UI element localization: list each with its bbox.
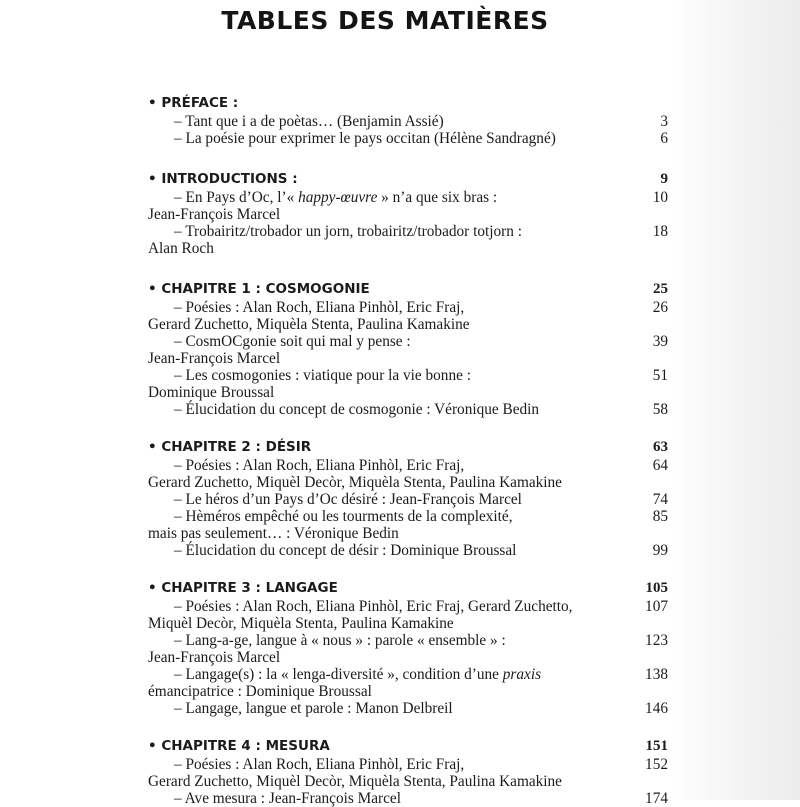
entry-page: 3 (660, 113, 668, 130)
toc-entry (148, 189, 668, 223)
toc-entry (148, 491, 668, 508)
section-heading (148, 580, 668, 598)
entry-author: Gerard Zuchetto, Miquèl Decòr, Miquèla Stenta, Paulina Kamakine (148, 773, 562, 790)
entry-text: – Élucidation du concept de cosmogonie : Véronique Bedin (174, 401, 540, 418)
section-preface (148, 95, 668, 147)
table-of-contents (148, 95, 668, 807)
toc-entry (148, 367, 668, 401)
section-page: 151 (645, 738, 668, 754)
section-page: 105 (645, 580, 668, 596)
toc-entry (148, 508, 668, 542)
entry-author: émancipatrice : Dominique Broussal (148, 683, 372, 700)
entry-text: – Lang-a-ge, langue à « nous » : parole « ensemble » : (174, 632, 506, 649)
toc-entry (148, 223, 668, 257)
entry-page: 146 (645, 700, 668, 717)
toc-entry (148, 632, 668, 666)
entry-italic: praxis (502, 666, 542, 683)
entry-text: – Langage, langue et parole : Manon Delbreil (174, 700, 453, 717)
entry-text: – En Pays d’Oc, l’« happy-œuvre » n’a que six bras : (174, 189, 498, 206)
entry-page: 152 (645, 756, 668, 773)
entry-page: 6 (660, 130, 668, 147)
entry-text: – CosmOCgonie soit qui mal y pense : (174, 333, 411, 350)
section-label: • CHAPITRE 3 : LANGAGE (148, 580, 338, 596)
page-title: TABLES DES MATIÈRES (221, 6, 549, 35)
entry-page: 99 (652, 542, 668, 559)
entry-text: – Ave mesura : Jean-François Marcel (174, 790, 401, 807)
entry-italic: happy-œuvre (298, 189, 378, 206)
entry-page: 58 (652, 401, 668, 418)
toc-entry (148, 457, 668, 491)
section-label: • CHAPITRE 4 : MESURA (148, 738, 330, 754)
toc-entry (148, 666, 668, 700)
section-label: • PRÉFACE : (148, 95, 239, 111)
entry-page: 85 (652, 508, 668, 525)
section-page: 63 (653, 439, 668, 455)
section-heading (148, 439, 668, 457)
section-chapitre-2 (148, 439, 668, 559)
entry-page: 26 (652, 299, 668, 316)
entry-page: 64 (652, 457, 668, 474)
entry-page: 39 (652, 333, 668, 350)
section-introductions (148, 171, 668, 257)
entry-text: – Tant que i a de poètas… (Benjamin Assié) (174, 113, 444, 130)
entry-text: – La poésie pour exprimer le pays occitan (Hélène Sandragné) (174, 130, 556, 147)
toc-entry (148, 598, 668, 632)
toc-entry (148, 542, 668, 559)
section-heading (148, 738, 668, 756)
section-chapitre-4 (148, 738, 668, 807)
toc-entry (148, 299, 668, 333)
entry-text: – Poésies : Alan Roch, Eliana Pinhòl, Eric Fraj, Gerard Zuchetto, (174, 598, 573, 615)
entry-author: Gerard Zuchetto, Miquèl Decòr, Miquèla Stenta, Paulina Kamakine (148, 474, 562, 491)
toc-entry (148, 700, 668, 717)
entry-author: Jean-François Marcel (148, 649, 281, 666)
section-page: 25 (653, 281, 668, 297)
entry-text: – Les cosmogonies : viatique pour la vie bonne : (174, 367, 471, 384)
entry-page: 10 (652, 189, 668, 206)
entry-author: mais pas seulement… : Véronique Bedin (148, 525, 399, 542)
section-heading (148, 171, 668, 189)
entry-author: Miquèl Decòr, Miquèla Stenta, Paulina Kamakine (148, 615, 454, 632)
section-heading (148, 281, 668, 299)
toc-entry (148, 113, 668, 130)
entry-page: 107 (645, 598, 668, 615)
toc-entry (148, 333, 668, 367)
entry-page: 138 (645, 666, 668, 683)
section-label: • CHAPITRE 1 : COSMOGONIE (148, 281, 370, 297)
entry-page: 51 (652, 367, 668, 384)
toc-entry (148, 401, 668, 418)
section-heading (148, 95, 668, 113)
entry-page: 74 (652, 491, 668, 508)
section-chapitre-1 (148, 281, 668, 418)
entry-author: Jean-François Marcel (148, 206, 281, 223)
toc-entry (148, 790, 668, 807)
entry-page: 123 (645, 632, 668, 649)
section-label: • CHAPITRE 2 : DÉSIR (148, 439, 312, 455)
section-page: 9 (660, 171, 668, 187)
entry-text: – Poésies : Alan Roch, Eliana Pinhòl, Eric Fraj, (174, 457, 465, 474)
section-chapitre-3 (148, 580, 668, 717)
entry-author: Jean-François Marcel (148, 350, 281, 367)
entry-text: – Trobairitz/trobador un jorn, trobairitz/trobador totjorn : (174, 223, 522, 240)
entry-author: Alan Roch (148, 240, 214, 257)
entry-page: 18 (652, 223, 668, 240)
entry-text: – Poésies : Alan Roch, Eliana Pinhòl, Eric Fraj, (174, 756, 465, 773)
toc-entry (148, 756, 668, 790)
entry-text: – Poésies : Alan Roch, Eliana Pinhòl, Eric Fraj, (174, 299, 465, 316)
entry-text: – Langage(s) : la « lenga-diversité », condition d’une praxis (174, 666, 542, 683)
entry-text: – Élucidation du concept de désir : Dominique Broussal (174, 542, 517, 559)
entry-text: – Hèméros empêché ou les tourments de la complexité, (174, 508, 513, 525)
entry-page: 174 (645, 790, 668, 807)
entry-text: – Le héros d’un Pays d’Oc désiré : Jean-François Marcel (174, 491, 522, 508)
toc-entry (148, 130, 668, 147)
entry-author: Dominique Broussal (148, 384, 275, 401)
entry-author: Gerard Zuchetto, Miquèla Stenta, Paulina Kamakine (148, 316, 470, 333)
section-label: • INTRODUCTIONS : (148, 171, 298, 187)
